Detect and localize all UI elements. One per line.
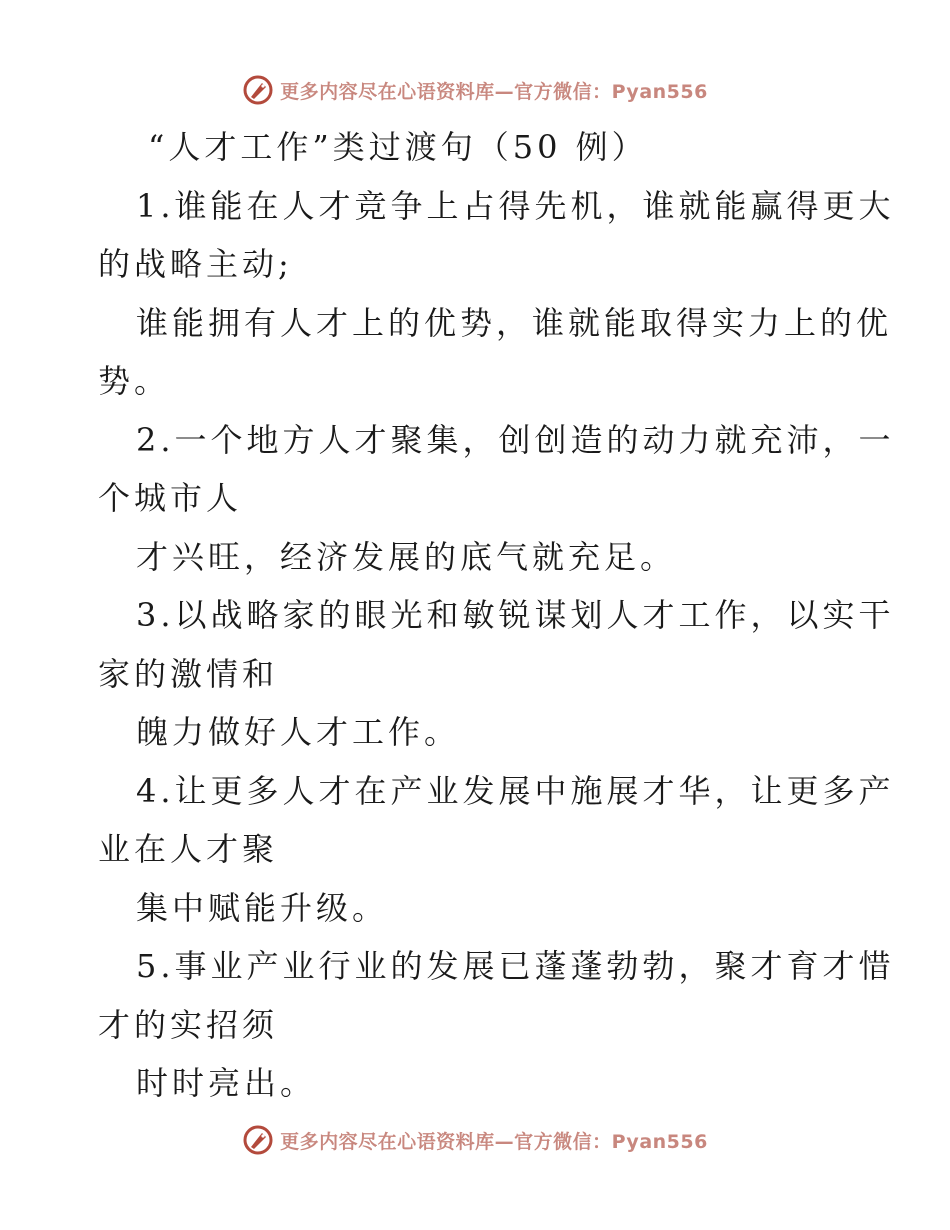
footer-text: 更多内容尽在心语资料库—官方微信：Pyan556 — [280, 1130, 708, 1153]
text-line: 才兴旺，经济发展的底气就充足。 — [136, 537, 677, 576]
document-title: “人才工作”类过渡句（50 例） — [148, 128, 648, 166]
text-line: 1.谁能在人才竞争上占得先机，谁就能赢得更大 — [136, 186, 895, 225]
text-line: 家的激情和 — [98, 654, 279, 693]
header-text: 更多内容尽在心语资料库—官方微信：Pyan556 — [280, 80, 708, 103]
text-line: 5.事业产业行业的发展已蓬蓬勃勃，聚才育才惜 — [136, 947, 895, 985]
text-line: 业在人才聚 — [98, 830, 279, 868]
text-line: 2.一个地方人才聚集，创创造的动力就充沛，一 — [136, 420, 895, 459]
header-banner — [0, 70, 950, 110]
text-line: 的战略主动; — [98, 245, 293, 283]
text-line: 集中赋能升级。 — [136, 888, 389, 927]
text-line: 4.让更多人才在产业发展中施展才华，让更多产 — [136, 771, 895, 810]
pen-nib-logo-icon — [242, 74, 274, 106]
document-body — [98, 118, 895, 1113]
pen-nib-logo-icon — [242, 1124, 274, 1156]
text-line: 3.以战略家的眼光和敏锐谋划人才工作，以实干 — [136, 596, 895, 634]
text-line: 魄力做好人才工作。 — [136, 713, 461, 751]
text-line: 势。 — [98, 362, 171, 400]
text-line: 谁能拥有人才上的优势，谁就能取得实力上的优 — [136, 303, 893, 342]
text-line: 时时亮出。 — [136, 1064, 317, 1102]
text-line: 才的实招须 — [98, 1005, 279, 1044]
text-line: 个城市人 — [98, 479, 243, 517]
footer-banner — [0, 1120, 950, 1160]
